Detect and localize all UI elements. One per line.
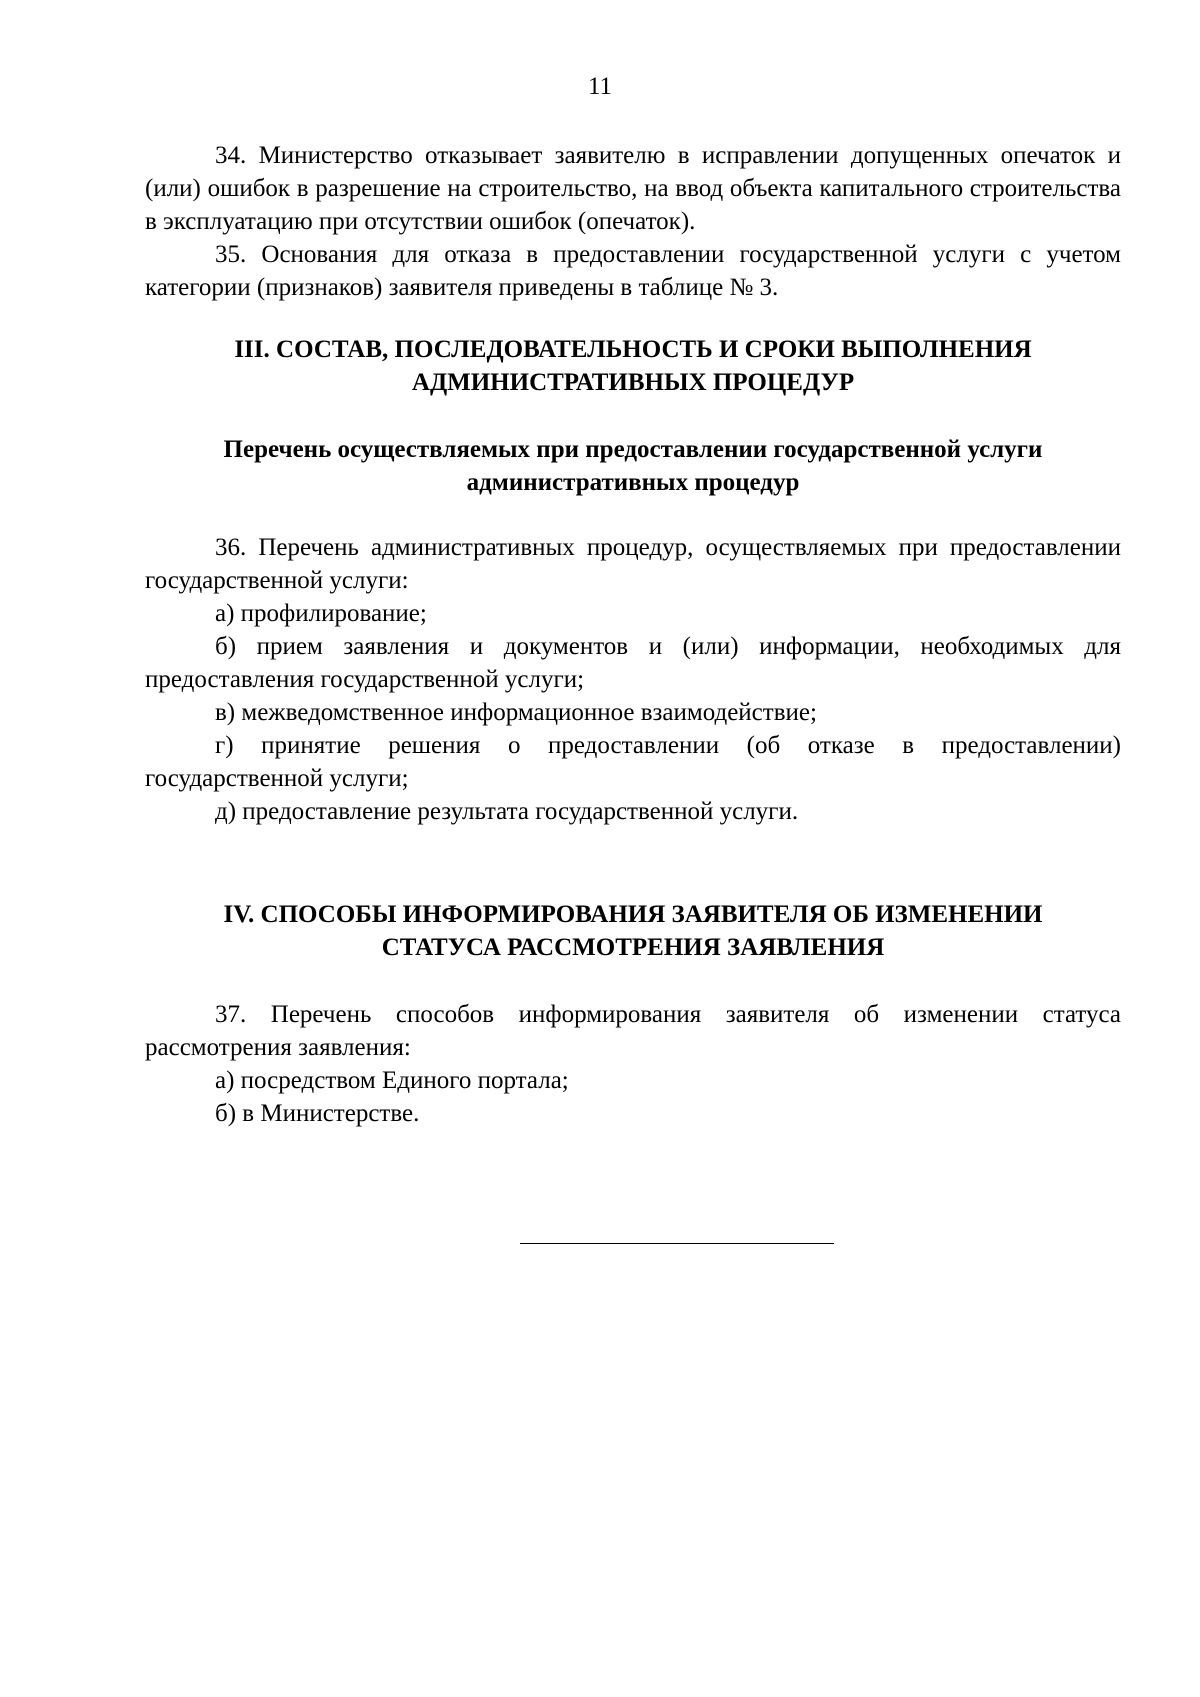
paragraph-34: 34. Министерство отказывает заявителю в исправлении допущенных опечаток и (или) ошибок в разрешение на строительство, на ввод объекта капитального строительства в эксплуатацию при отсутствии ошибок (опечаток). <box>145 142 1121 235</box>
document-body <box>145 139 1121 1130</box>
list-item-g: г) принятие решения о предоставлении (об отказе в предоставлении) государственной услуги; <box>145 732 1121 792</box>
paragraph-36: 36. Перечень административных процедур, осуществляемых при предоставлении государственной услуги: <box>145 534 1121 594</box>
section-4-heading-line-2: СТАТУСА РАССМОТРЕНИЯ ЗАЯВЛЕНИЯ <box>381 934 885 961</box>
list-item-b: б) прием заявления и документов и (или) информации, необходимых для предоставления государственной услуги; <box>145 633 1121 693</box>
paragraph-37: 37. Перечень способов информирования заявителя об изменении статуса рассмотрения заявления: <box>145 1001 1121 1061</box>
end-divider-line <box>520 1243 834 1244</box>
paragraph-35: 35. Основания для отказа в предоставлении государственной услуги с учетом категории (признаков) заявителя приведены в таблице № 3. <box>145 241 1121 301</box>
section-3-subheading <box>145 433 1121 499</box>
list-item-b-ministry: б) в Министерстве. <box>215 1100 420 1127</box>
section-3-heading-line-2: АДМИНИСТРАТИВНЫХ ПРОЦЕДУР <box>411 369 855 396</box>
list-item-a: а) профилирование; <box>215 600 427 627</box>
section-4-heading <box>145 898 1121 964</box>
list-item-d: д) предоставление результата государственной услуги. <box>215 798 799 825</box>
section-3-heading <box>145 333 1121 399</box>
section-3-subheading-line-1: Перечень осуществляемых при предоставлении государственной услуги <box>223 436 1043 463</box>
list-item-v: в) межведомственное информационное взаимодействие; <box>215 699 817 726</box>
section-3-subheading-line-2: административных процедур <box>466 469 800 496</box>
list-item-a-portal: а) посредством Единого портала; <box>215 1067 569 1094</box>
section-4-heading-line-1: IV. СПОСОБЫ ИНФОРМИРОВАНИЯ ЗАЯВИТЕЛЯ ОБ ИЗМЕНЕНИИ <box>223 901 1043 928</box>
page-number: 11 <box>587 73 613 100</box>
section-3-heading-line-1: III. СОСТАВ, ПОСЛЕДОВАТЕЛЬНОСТЬ И СРОКИ ВЫПОЛНЕНИЯ <box>234 336 1032 363</box>
